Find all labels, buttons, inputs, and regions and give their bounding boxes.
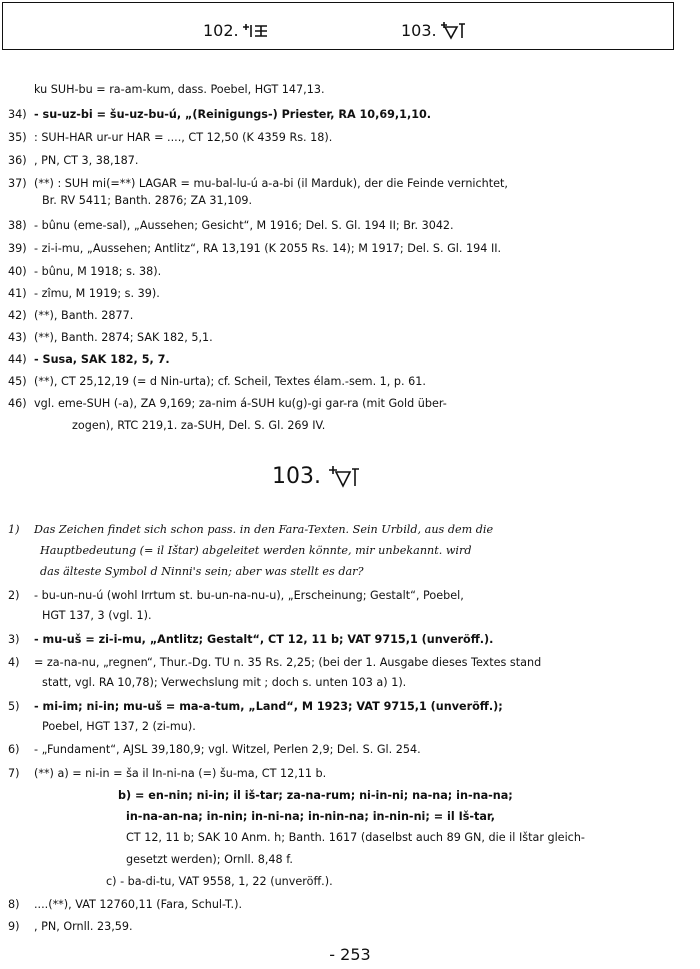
entry-continuation: zogen), RTC 219,1. za-SUH, Del. S. Gl. 269 IV. [72, 419, 326, 432]
page-header [2, 2, 674, 50]
entry-line: 8) ....(**), VAT 12760,11 (Fara, Schul-T.). [8, 898, 243, 911]
entry-line: 39) - zi-i-mu, „Aussehen; Antlitz“, RA 13,191 (K 2055 Rs. 14); M 1917; Del. S. Gl. 194 II. [8, 242, 502, 255]
entry-continuation: b) = en-nin; ni-in; il iš-tar; za-na-rum; ni-in-ni; na-na; in-na-na; [118, 789, 513, 802]
entry-line: 3) - mu-uš = zi-i-mu, „Antlitz; Gestalt“, CT 12, 11 b; VAT 9715,1 (unveröff.). [8, 633, 494, 646]
entry-line: 7) (**) a) = ni-in = ša il In-ni-na (=) šu-ma, CT 12,11 b. [8, 767, 327, 780]
entry-line: ku SUH-bu = ra-am-kum, dass. Poebel, HGT 147,13. [34, 83, 325, 96]
header-sign-102 [203, 21, 272, 40]
entry-continuation: das älteste Symbol d Ninni's sein; aber was stellt es dar? [40, 565, 364, 578]
entry-line: 43) (**), Banth. 2874; SAK 182, 5,1. [8, 331, 213, 344]
entry-continuation: Hauptbedeutung (= il Ištar) abgeleitet werden könnte, mir unbekannt. wird [40, 544, 472, 557]
entry-line: 41) - zîmu, M 1919; s. 39). [8, 287, 160, 300]
entry-line: 40) - bûnu, M 1918; s. 38). [8, 265, 162, 278]
entry-continuation: statt, vgl. RA 10,78); Verwechslung mit ; doch s. unten 103 a) 1). [42, 676, 407, 689]
entry-line: 2) - bu-un-nu-ú (wohl Irrtum st. bu-un-na-nu-u), „Erscheinung; Gestalt“, Poebel, [8, 589, 464, 602]
entry-line: 45) (**), CT 25,12,19 (= d Nin-urta); cf. Scheil, Textes élam.-sem. 1, p. 61. [8, 375, 426, 388]
header-number-103: 103. [401, 21, 437, 40]
entry-continuation: in-na-an-na; in-nin; in-ni-na; in-nin-na; in-nin-ni; = il Iš-tar, [126, 810, 496, 823]
header-sign-103 [401, 21, 470, 40]
entry-line: 1) Das Zeichen findet sich schon pass. in den Fara-Texten. Sein Urbild, aus dem die [8, 523, 494, 536]
entry-line: 44) - Susa, SAK 182, 5, 7. [8, 353, 170, 366]
entry-line: 42) (**), Banth. 2877. [8, 309, 134, 322]
entry-continuation: HGT 137, 3 (vgl. 1). [42, 609, 152, 622]
page-number: - 253 [329, 945, 371, 964]
entry-continuation: CT 12, 11 b; SAK 10 Anm. h; Banth. 1617 (daselbst auch 89 GN, die il Ištar gleich- [126, 831, 585, 844]
cuneiform-sign-icon [439, 22, 467, 40]
entry-continuation: gesetzt werden); Ornll. 8,48 f. [126, 853, 293, 866]
entry-line: 46) vgl. eme-SUH (-a), ZA 9,169; za-nim á-SUH ku(g)-gi gar-ra (mit Gold über- [8, 397, 447, 410]
entry-line: 37) (**) : SUH mi(=**) LAGAR = mu-bal-lu-ú a-a-bi (il Marduk), der die Feinde vernichtet, [8, 177, 508, 190]
section-heading [272, 464, 361, 489]
entry-line: 6) - „Fundament“, AJSL 39,180,9; vgl. Witzel, Perlen 2,9; Del. S. Gl. 254. [8, 743, 421, 756]
entry-line: 5) - mi-im; ni-in; mu-uš = ma-a-tum, „Land“, M 1923; VAT 9715,1 (unveröff.); [8, 700, 503, 713]
entry-line: 36) , PN, CT 3, 38,187. [8, 154, 139, 167]
entry-line: 38) - bûnu (eme-sal), „Aussehen; Gesicht“, M 1916; Del. S. Gl. 194 II; Br. 3042. [8, 219, 454, 232]
entry-continuation: Br. RV 5411; Banth. 2876; ZA 31,109. [42, 194, 253, 207]
cuneiform-sign-icon [241, 23, 269, 39]
entry-line: 34) - su-uz-bi = šu-uz-bu-ú, „(Reinigungs-) Priester, RA 10,69,1,10. [8, 108, 432, 121]
entry-line: 9) , PN, Ornll. 23,59. [8, 920, 133, 933]
header-number-102: 102. [203, 21, 239, 40]
entry-continuation: Poebel, HGT 137, 2 (zi-mu). [42, 720, 196, 733]
section-number: 103. [272, 464, 321, 489]
entry-continuation: c) - ba-di-tu, VAT 9558, 1, 22 (unveröff.). [106, 875, 333, 888]
entry-line: 4) = za-na-nu, „regnen“, Thur.-Dg. TU n. 35 Rs. 2,25; (bei der 1. Ausgabe dieses Textes stand [8, 656, 542, 669]
cuneiform-sign-icon [327, 466, 361, 488]
entry-line: 35) : SUH-HAR ur-ur HAR = ...., CT 12,50 (K 4359 Rs. 18). [8, 131, 333, 144]
